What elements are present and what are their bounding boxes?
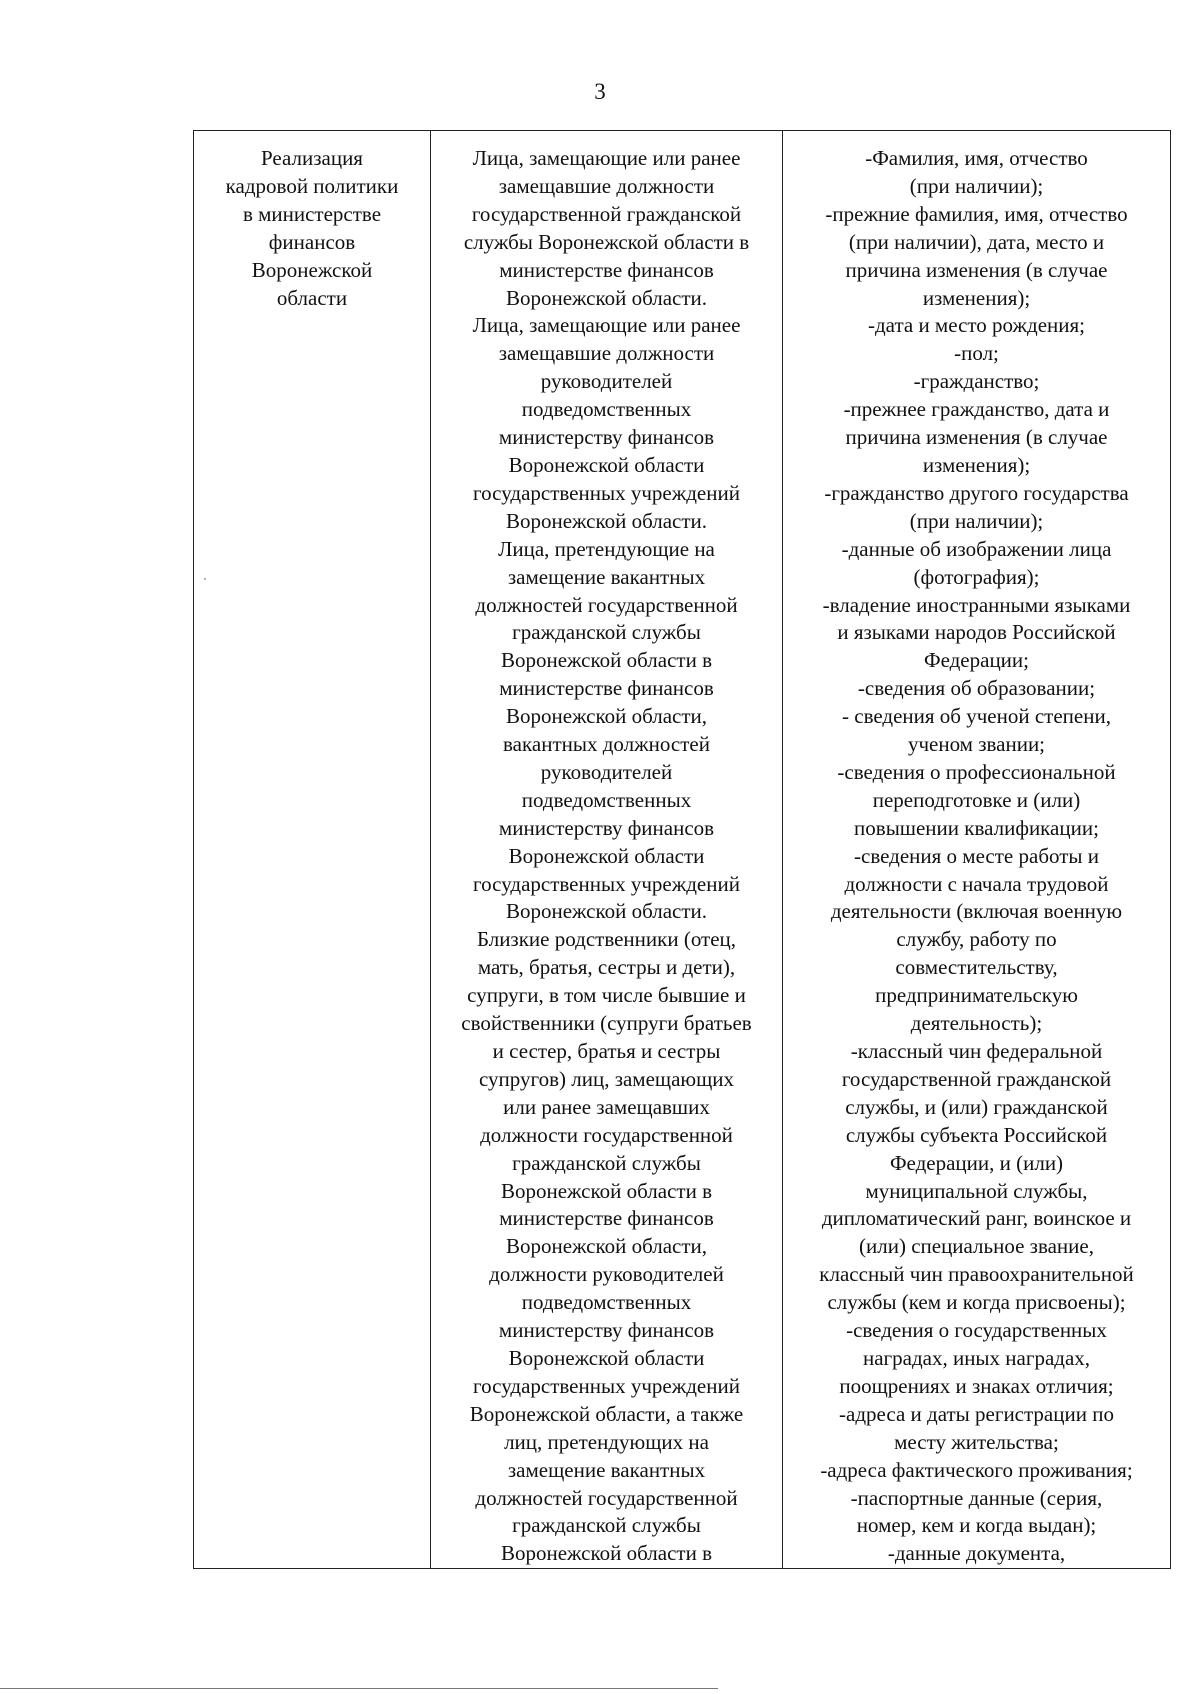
cell-text-line: -дата и место рождения; — [867, 313, 1085, 338]
cell-text-line: государственной гражданской — [841, 1066, 1112, 1091]
cell-text-line: Воронежской области — [508, 452, 705, 477]
cell-text-line: министерстве финансов — [499, 257, 714, 282]
cell-text-line: месту жительства; — [894, 1429, 1059, 1454]
cell-text-line: Воронежской — [251, 257, 373, 282]
cell-text-line: (или) специальное звание, — [859, 1234, 1094, 1259]
cell-subjects — [431, 131, 783, 1569]
cell-text-line: службы Воронежской области в — [463, 229, 750, 254]
cell-text-line: или ранее замещавших — [503, 1094, 710, 1119]
cell-purpose — [194, 131, 431, 1569]
cell-text-line: -адреса и даты регистрации по — [839, 1401, 1114, 1426]
cell-text-line: -владение иностранными языками — [822, 592, 1131, 617]
cell-text-line: гражданской службы — [512, 620, 701, 645]
cell-text-line: кадровой политики — [225, 173, 399, 198]
cell-text-line: (при наличии), дата, место и — [848, 229, 1105, 254]
cell-text-line: деятельность); — [910, 1011, 1043, 1036]
cell-text-line: Федерации, и (или) — [889, 1150, 1064, 1175]
cell-text-line: лиц, претендующих на — [504, 1429, 709, 1454]
cell-text-line: гражданской службы — [512, 1513, 701, 1538]
cell-text-line: -сведения об образовании; — [857, 676, 1096, 701]
cell-text-line: руководителей — [540, 759, 673, 784]
cell-text-line: подведомственных — [521, 397, 692, 422]
cell-text-line: мать, братья, сестры и дети), — [477, 955, 736, 980]
cell-text-line: супруги, в том числе бывшие и — [467, 983, 746, 1008]
cell-text-line: предпринимательскую — [875, 983, 1078, 1008]
cell-text-line: номер, кем и когда выдан); — [856, 1513, 1097, 1538]
cell-text-line: -пол; — [954, 341, 999, 366]
cell-text-line: Лица, замещающие или ранее — [472, 313, 741, 338]
cell-text-line: Воронежской области, — [505, 1234, 708, 1259]
cell-text-line: классный чин правоохранительной — [819, 1262, 1134, 1287]
cell-text-line: -классный чин федеральной — [850, 1039, 1103, 1063]
cell-text-line: вакантных должностей — [503, 732, 710, 757]
cell-text-line: (при наличии); — [909, 173, 1044, 198]
data-table — [193, 130, 1171, 1569]
cell-text-line: службы, и (или) гражданской — [845, 1094, 1108, 1119]
cell-text-line: -прежние фамилия, имя, отчество — [825, 201, 1128, 226]
cell-text-line: Воронежской области в — [500, 1178, 712, 1203]
cell-text-line: причина изменения (в случае — [845, 425, 1108, 450]
page-number: 3 — [594, 79, 606, 104]
cell-text-line: государственных учреждений — [473, 871, 740, 896]
cell-text-line: поощрениях и знаках отличия; — [839, 1373, 1114, 1398]
cell-text-line: Лица, претендующие на — [498, 536, 715, 561]
cell-text-line: наградах, иных наградах, — [862, 1345, 1091, 1370]
cell-text-line: -Фамилия, имя, отчество — [865, 146, 1088, 170]
cell-text-line: министерстве финансов — [499, 676, 714, 701]
cell-text-line: Воронежской области. — [505, 285, 708, 310]
cell-text-line: дипломатический ранг, воинское и — [821, 1206, 1132, 1231]
cell-text-line: Воронежской области — [508, 1345, 705, 1370]
scan-edge-line — [0, 1688, 718, 1689]
cell-text-line: -адреса фактического проживания; — [820, 1457, 1133, 1482]
cell-text-line: должностей государственной — [475, 1485, 738, 1510]
cell-text-line: министерству финансов — [498, 1318, 715, 1343]
cell-text-line: -прежнее гражданство, дата и — [843, 397, 1110, 422]
cell-text-line: -данные об изображении лица — [841, 536, 1112, 561]
cell-text-line: Воронежской области — [508, 843, 705, 868]
cell-text-line: Воронежской области в — [500, 648, 712, 673]
cell-text-line: Воронежской области. — [505, 899, 708, 924]
cell-text-line: переподготовке и (или) — [872, 787, 1081, 812]
cell-text-line: -паспортные данные (серия, — [850, 1485, 1103, 1510]
cell-text-line: изменения); — [922, 452, 1031, 477]
cell-text-line: и сестер, братья и сестры — [492, 1039, 721, 1063]
cell-text-line: должности руководителей — [489, 1262, 724, 1287]
cell-text-line: подведомственных — [521, 1290, 692, 1315]
cell-text-line: службы субъекта Российской — [845, 1122, 1108, 1147]
cell-text-line: в министерстве — [242, 201, 382, 226]
cell-text-line: службы (кем и когда присвоены); — [827, 1290, 1126, 1315]
cell-text-line: повышении квалификации; — [854, 815, 1099, 840]
cell-text-line: государственной гражданской — [471, 201, 742, 226]
cell-text-line: области — [276, 285, 348, 310]
cell-text-line: свойственники (супруги братьев — [461, 1011, 752, 1036]
cell-text-line: Реализация — [261, 146, 363, 170]
cell-text-line: министерству финансов — [498, 425, 715, 450]
cell-text-line: -гражданство; — [913, 369, 1040, 394]
table-row — [194, 131, 1171, 1569]
cell-text-line: государственных учреждений — [473, 480, 740, 505]
cell-text-line: должности государственной — [480, 1122, 733, 1147]
cell-text-line: (фотография); — [913, 564, 1040, 589]
cell-text-line: супругов) лиц, замещающих — [478, 1066, 735, 1091]
cell-text-line: Воронежской области в — [500, 1541, 712, 1566]
cell-text-line: причина изменения (в случае — [845, 257, 1108, 282]
cell-text-line: финансов — [268, 229, 356, 254]
cell-text-line: замещавшие должности — [498, 173, 715, 198]
cell-text-line: Воронежской области, а также — [469, 1401, 744, 1426]
cell-text-line: замещение вакантных — [507, 564, 706, 589]
cell-data-categories — [783, 131, 1171, 1569]
cell-text-line: Воронежской области, — [505, 704, 708, 729]
cell-text-line: гражданской службы — [512, 1150, 701, 1175]
cell-text-line: муниципальной службы, — [865, 1178, 1088, 1203]
cell-text-line: должностей государственной — [475, 592, 738, 617]
cell-text-line: ученом звании; — [907, 732, 1046, 757]
cell-text-line: -данные документа, — [887, 1541, 1066, 1566]
cell-text-line: Близкие родственники (отец, — [476, 927, 737, 952]
cell-text-line: изменения); — [922, 285, 1031, 310]
cell-text-line: совместительству, — [895, 955, 1058, 980]
cell-text-line: -сведения о государственных — [846, 1318, 1107, 1343]
cell-text-line: министерству финансов — [498, 815, 715, 840]
cell-text-line: -гражданство другого государства — [824, 480, 1129, 505]
cell-text-line: Воронежской области. — [505, 508, 708, 533]
cell-text-line: должности с начала трудовой — [844, 871, 1109, 896]
cell-text-line: министерстве финансов — [499, 1206, 714, 1231]
cell-text-line: Федерации; — [923, 648, 1029, 673]
cell-text-line: службу, работу по — [896, 927, 1057, 952]
cell-text-line: Лица, замещающие или ранее — [472, 146, 741, 170]
cell-text-line: -сведения о месте работы и — [854, 843, 1099, 868]
cell-text-line: -сведения о профессиональной — [837, 759, 1116, 784]
cell-text-line: - сведения об ученой степени, — [842, 704, 1111, 729]
cell-text-line: подведомственных — [521, 787, 692, 812]
cell-text-line: замещение вакантных — [507, 1457, 706, 1482]
cell-text-line: (при наличии); — [909, 508, 1044, 533]
cell-text-line: руководителей — [540, 369, 673, 394]
scan-speck — [204, 578, 206, 580]
cell-text-line: замещавшие должности — [498, 341, 715, 366]
cell-text-line: и языками народов Российской — [837, 620, 1116, 645]
cell-text-line: государственных учреждений — [473, 1373, 740, 1398]
cell-text-line: деятельности (включая военную — [830, 899, 1123, 924]
